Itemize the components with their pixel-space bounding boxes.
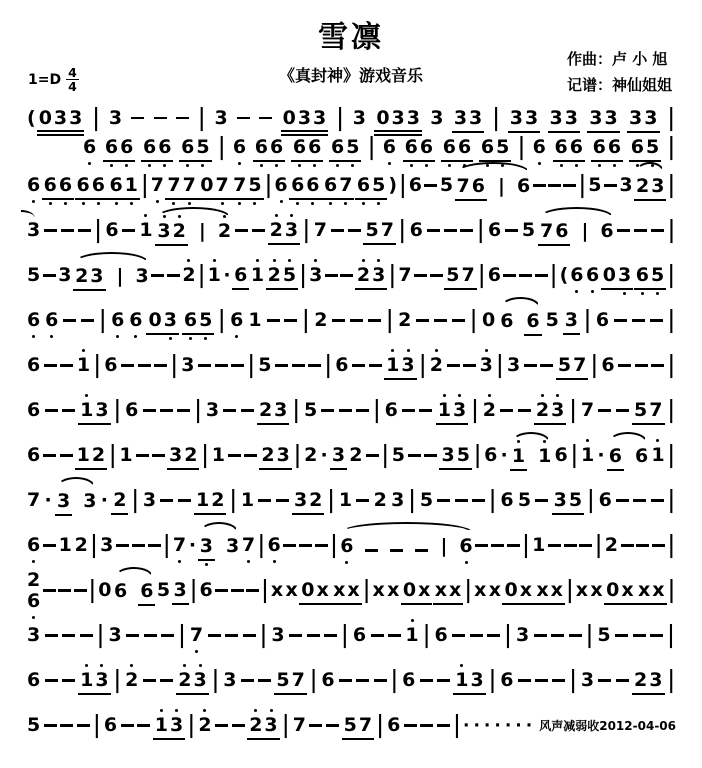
beam-group: 1 2 bbox=[75, 446, 107, 470]
beam-group: 6 bbox=[524, 312, 541, 336]
beam-group: 2 3 bbox=[257, 401, 289, 425]
beam-group: 6 bbox=[232, 266, 249, 290]
beam-group: 5 7 bbox=[632, 401, 664, 425]
beam-group: 6 6 bbox=[289, 176, 321, 200]
slur-arc: 7 6 | 6 bbox=[538, 220, 615, 242]
slur-arc: 1 1 bbox=[510, 445, 552, 467]
beam-group: 3 3 bbox=[587, 109, 619, 133]
beam-group: 6 5 bbox=[634, 266, 666, 290]
slur-arc: 3 3 bbox=[55, 490, 97, 512]
beam-group: 6 5 bbox=[329, 138, 361, 162]
beam-group: 6 5 bbox=[355, 176, 387, 200]
beam-group: 3 3 bbox=[508, 109, 540, 133]
beam-group: 2 3 bbox=[268, 221, 300, 245]
beam-group: 7 5 bbox=[231, 176, 263, 200]
beam-group: 3 bbox=[172, 581, 189, 605]
beam-group: x x bbox=[433, 581, 464, 605]
score-line-05: 6 6 | 6 6 0 3 6 5 | 6 1 | 2 | 2 | 0 6 6 5 3 | 6 | bbox=[26, 298, 676, 343]
score-line-01-upper: ( 0 3 3 | 3 | 3 0 3 3 | 3 0 3 3 3 3 3 | 3 3 3 3 3 3 3 3 | bbox=[26, 104, 676, 132]
score-line-13: 6 1 3 | 2 2 3 | 3 5 7 | 6 | 6 1 3 | 6 | 3 2 3 | bbox=[26, 658, 676, 703]
beam-group: 2 3 bbox=[355, 266, 387, 290]
beam-group: 3 5 bbox=[552, 491, 584, 515]
beam-group: 6 1 bbox=[107, 176, 139, 200]
slur-arc: 6 6 bbox=[499, 310, 541, 332]
beam-group: 6 6 bbox=[253, 138, 285, 162]
slur-arc: 2 3 | 3 bbox=[73, 265, 150, 287]
score-line-02: 6 6 6 6 6 6 1 | 7 7 7 0 7 7 5 | 6 6 6 6 7 6 5 ) | 6 5 7 6 | 6 | 5 3 2 3 | bbox=[26, 163, 676, 208]
key-label: 1=D bbox=[28, 71, 62, 88]
beam-group: 6 5 bbox=[629, 138, 661, 162]
beam-group: 6 6 bbox=[42, 176, 74, 200]
beam-group: 0 3 bbox=[601, 266, 633, 290]
time-signature bbox=[66, 66, 79, 93]
beam-group: 2 5 bbox=[266, 266, 298, 290]
slur-arc: 7 6 | 6 bbox=[455, 175, 532, 197]
beam-group: 3 3 bbox=[452, 109, 484, 133]
beam-group: x x bbox=[636, 581, 667, 605]
beam-group: 1 3 bbox=[436, 401, 468, 425]
beam-group: 3 bbox=[330, 446, 347, 470]
song-title: 雪凛 bbox=[318, 20, 384, 55]
slur-arc: 3 3 bbox=[198, 535, 240, 557]
beam-group: x x bbox=[331, 581, 362, 605]
score-line-06: 6 1 | 6 | 3 | 5 | 6 1 3 | 2 3 | 3 5 7 | 6 | bbox=[26, 343, 676, 388]
beam-group: 6 bbox=[138, 582, 155, 606]
time-signature-numerator: 4 bbox=[68, 65, 77, 80]
time-signature-denominator: 4 bbox=[68, 79, 77, 95]
beam-group: 3 5 bbox=[439, 446, 471, 470]
score-body bbox=[0, 102, 702, 748]
score-line-12: 3 | 3 | 7 | 3 | 6 1 | 6 | 3 | 5 | bbox=[26, 613, 676, 658]
beam-group: 6 6 bbox=[103, 138, 135, 162]
beam-group: 6 6 bbox=[291, 138, 323, 162]
beam-group: 0 x bbox=[604, 581, 636, 605]
ending-annotation: ······· 风声减弱收2012-04-06 bbox=[463, 715, 676, 736]
beam-group: 3 bbox=[55, 492, 72, 516]
key-signature bbox=[28, 66, 79, 93]
beam-group: 1 2 bbox=[194, 491, 226, 515]
beam-group: 7 7 bbox=[165, 176, 197, 200]
beam-group: 3 2 bbox=[292, 491, 324, 515]
beam-group: 2 3 bbox=[73, 267, 105, 291]
score-line-03: 3 | 6 1 3 2 | 2 2 3 | 7 5 7 | 6 | 6 5 7 6 | 6 | bbox=[26, 208, 676, 253]
score-line-10: 6 1 2 | 3 | 7 · 3 3 7 | 6 | 6 | 6 | 1 | 2 | bbox=[26, 523, 676, 568]
beam-group: 2 3 bbox=[632, 671, 664, 695]
beam-group: 6 7 bbox=[322, 176, 354, 200]
beam-group: 6 6 bbox=[141, 138, 173, 162]
beam-group: 3 3 bbox=[548, 109, 580, 133]
score-line-04: 5 3 2 3 | 3 2 | 1 · 6 1 2 5 | 3 2 3 | 7 5 7 | 6 | ( 6 6 0 3 6 5 | bbox=[26, 253, 676, 298]
beam-group: 6 5 bbox=[179, 138, 211, 162]
beam-group: 2 bbox=[111, 491, 128, 515]
beam-group: 2 3 bbox=[247, 716, 279, 740]
score-line-11: 2 6 | 0 6 6 5 3 | 6 | x x 0 x x x | x x 0 x x x | x x 0 x x x | x x 0 x x x | bbox=[26, 568, 676, 613]
composer-credit: 作曲：卢 小 旭 bbox=[566, 50, 668, 68]
score-header bbox=[0, 0, 702, 102]
beam-group: 1 3 bbox=[384, 356, 416, 380]
beam-group: 5 7 bbox=[444, 266, 476, 290]
slur-arc: 6 6 bbox=[607, 445, 649, 467]
beam-group: 2 3 bbox=[634, 177, 666, 201]
beam-group: 6 6 bbox=[591, 138, 623, 162]
beam-group: 1 3 bbox=[78, 401, 110, 425]
beam-group: 0 x bbox=[401, 581, 433, 605]
double-beam-group: 0 3 3 bbox=[281, 109, 329, 136]
double-beam-group: 0 3 3 bbox=[374, 109, 422, 136]
beam-group: 2 3 bbox=[176, 671, 208, 695]
beam-group: 6 5 bbox=[182, 311, 214, 335]
beam-group: 2 3 bbox=[259, 446, 291, 470]
credits-block bbox=[567, 46, 672, 99]
beam-group: 0 x bbox=[502, 581, 534, 605]
beam-group: 5 7 bbox=[363, 221, 395, 245]
slur-arc: 6 6 bbox=[113, 580, 155, 602]
slur-arc: 6 | 6 bbox=[339, 535, 473, 557]
double-beam-group: 0 3 3 bbox=[37, 109, 85, 136]
beam-group: 6 bbox=[607, 447, 624, 471]
score-line-14: 5 | 6 1 3 | 2 2 3 | 7 5 7 | 6 | ······· 风声减弱收2012-04-06 bbox=[26, 703, 676, 748]
beam-group: 5 7 bbox=[342, 716, 374, 740]
score-line-09: 7 · 3 3 · 2 | 3 1 2 | 1 3 2 | 1 2 3 | 5 | 6 5 3 5 | 6 | bbox=[27, 486, 675, 514]
beam-group: 6 6 bbox=[553, 138, 585, 162]
beam-group: 6 5 bbox=[479, 138, 511, 162]
beam-group: 3 2 bbox=[167, 446, 199, 470]
score-line-01-lower: 6 6 6 6 6 6 5 | 6 6 6 6 6 6 5 | 6 6 6 6 6 6 5 | 6 6 6 6 6 6 5 | bbox=[82, 132, 676, 163]
beam-group: 7 6 bbox=[455, 177, 487, 201]
chord-stack: 2 6 bbox=[26, 571, 41, 611]
beam-group: 1 3 bbox=[153, 716, 185, 740]
beam-group: 5 7 bbox=[274, 671, 306, 695]
transcriber-credit: 记谱：神仙姐姐 bbox=[566, 76, 672, 95]
beam-group: 3 bbox=[563, 311, 580, 335]
beam-group: 3 bbox=[198, 537, 215, 561]
beam-group: 2 3 bbox=[534, 401, 566, 425]
beam-group: 1 3 bbox=[453, 671, 485, 695]
beam-group: 7 6 bbox=[538, 222, 570, 246]
beam-group: 3 2 bbox=[155, 222, 187, 246]
beam-group: 1 3 bbox=[78, 671, 110, 695]
beam-group: 6 6 bbox=[441, 138, 473, 162]
score-line-08: 6 1 2 | 1 3 2 | 1 2 3 | 2 · 3 2 | 5 3 5 | 6 · 1 1 6 | 1 · 6 6 1 | bbox=[26, 433, 676, 478]
beam-group: 0 3 bbox=[146, 311, 178, 335]
beam-group: x x bbox=[534, 581, 565, 605]
song-subtitle: 《真封神》游戏音乐 bbox=[278, 66, 423, 85]
beam-group: 5 7 bbox=[556, 356, 588, 380]
beam-group: 0 7 bbox=[198, 176, 230, 200]
beam-group: 6 6 bbox=[403, 138, 435, 162]
beam-group: 6 6 bbox=[75, 176, 107, 200]
slur-arc bbox=[634, 175, 666, 197]
score-line-07: 6 1 3 | 6 | 3 2 3 | 5 | 6 1 3 | 2 2 3 | 7 5 7 | bbox=[26, 388, 676, 433]
slur-arc: 3 2 | 2 bbox=[155, 220, 232, 242]
beam-group: 0 x bbox=[299, 581, 331, 605]
beam-group: 1 bbox=[510, 447, 527, 471]
beam-group: 3 3 bbox=[627, 109, 659, 133]
